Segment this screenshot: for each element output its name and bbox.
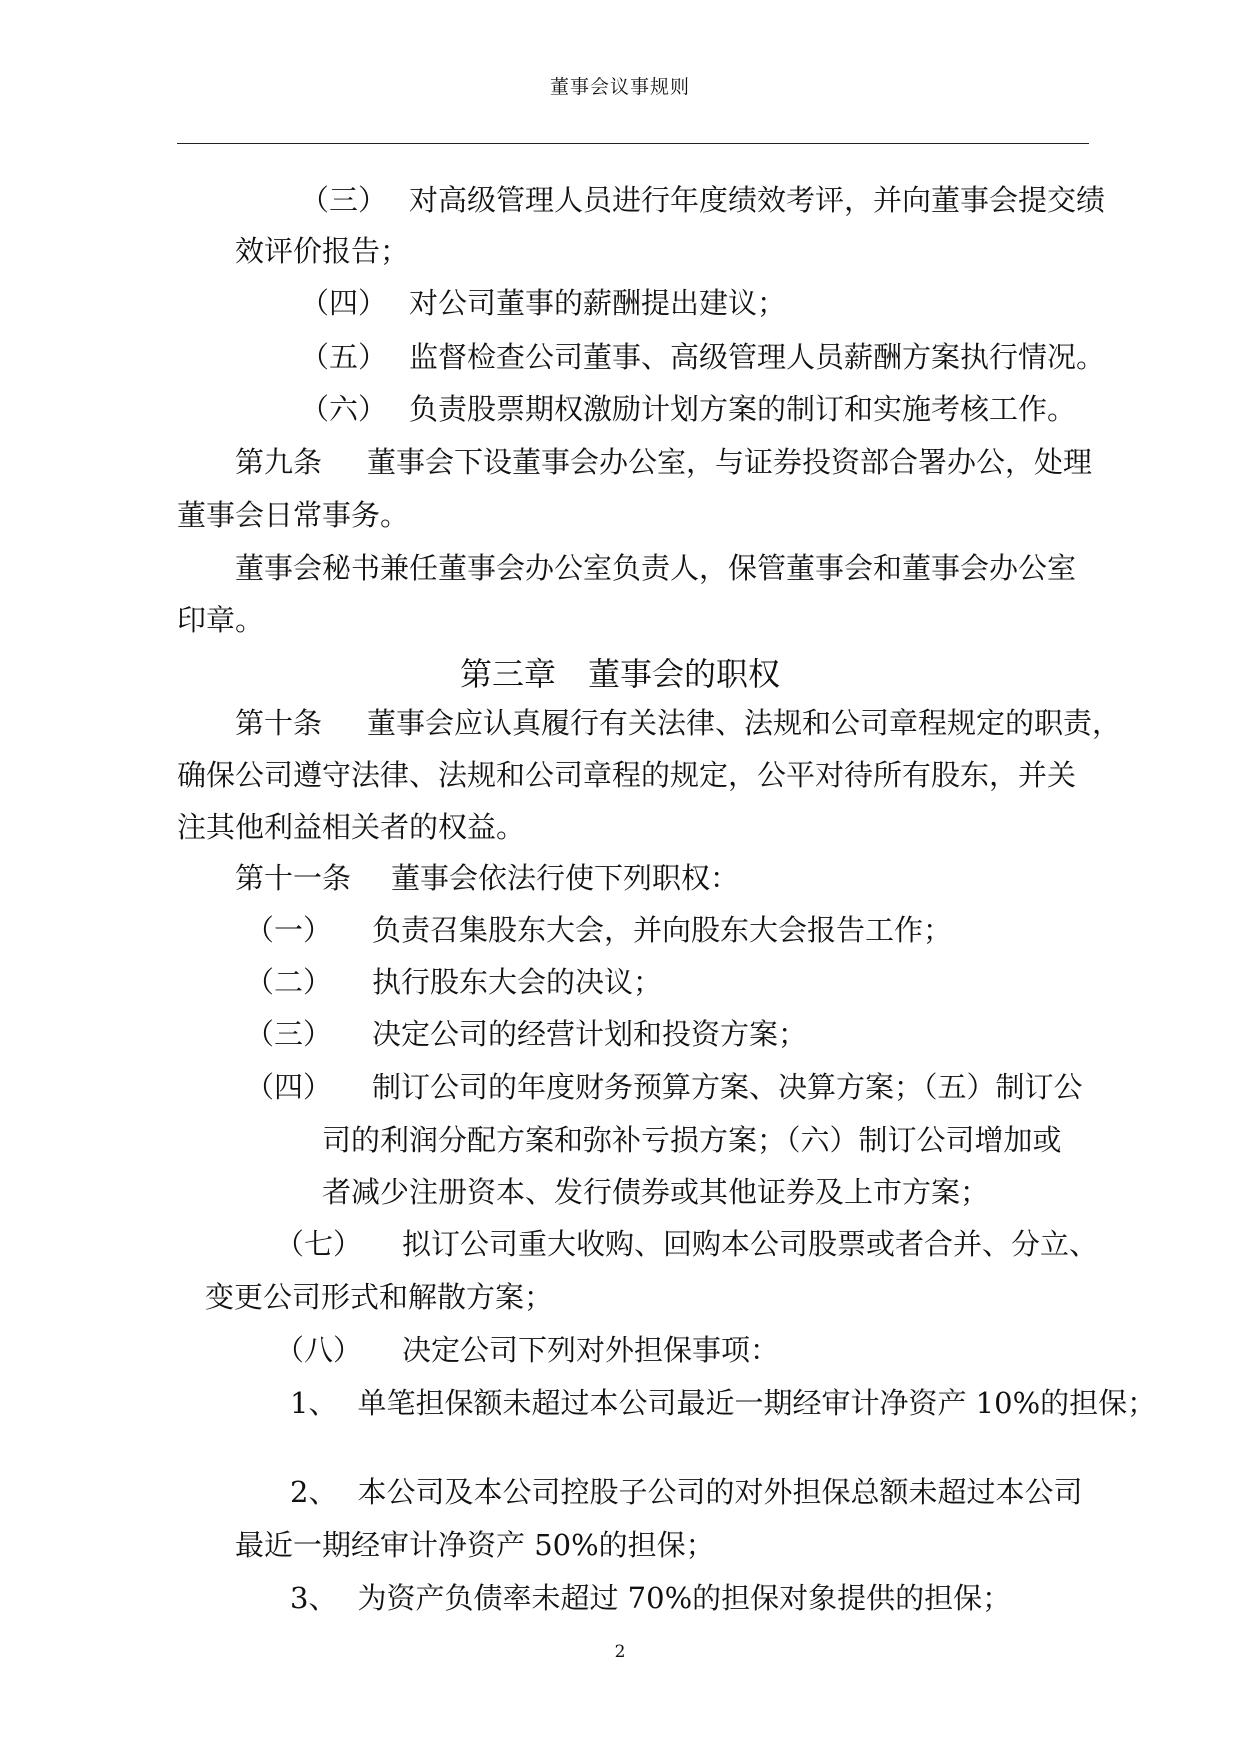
power-item [245,912,952,948]
article-9-continuation: 董事会日常事务。 [177,498,410,532]
item-number: （一） [245,913,333,947]
sub-item-text: 本公司及本公司控股子公司的对外担保总额未超过本公司 [357,1475,1083,1509]
power-item [275,1226,1098,1262]
list-item [300,391,1076,427]
sub-item [290,1474,1082,1510]
article-10-continuation: 注其他利益相关者的权益。 [177,810,526,844]
paragraph: 董事会秘书兼任董事会办公室负责人，保管董事会和董事会办公室 [235,551,1077,585]
item-number: （三） [245,1017,333,1051]
sub-item-continuation: 最近一期经审计净资产 50%的担保； [235,1528,715,1562]
item-text: 对高级管理人员进行年度绩效考评，并向董事会提交绩 [409,183,1106,217]
article-10 [235,705,1121,741]
item-number: （二） [245,965,333,999]
item-number: （六） [300,392,388,426]
sub-item [290,1580,1011,1616]
list-item [300,285,786,321]
item-number: （四） [245,1070,333,1104]
article-label: 第十条 [235,706,323,740]
page-number: 2 [614,1642,626,1662]
article-11 [235,860,739,896]
power-item [245,1016,807,1052]
article-label: 第九条 [235,445,323,479]
sub-item [290,1385,1156,1421]
chapter-label: 第三章 [459,655,556,693]
sub-item-number: 1、 [290,1386,338,1420]
power-item [275,1332,779,1368]
running-header: 董事会议事规则 [549,76,690,98]
chapter-title: 董事会的职权 [588,655,781,693]
item-text: 决定公司的经营计划和投资方案； [372,1017,808,1051]
item-text: 监督检查公司董事、高级管理人员薪酬方案执行情况。 [409,340,1106,374]
power-item [245,1069,1083,1105]
item-text: 决定公司下列对外担保事项： [402,1333,780,1367]
power-item-continuation: 变更公司形式和解散方案； [205,1280,554,1314]
chapter-heading [0,654,1240,694]
article-9 [235,444,1092,480]
paragraph-continuation: 印章。 [177,603,265,637]
sub-item-text: 为资产负债率未超过 70%的担保对象提供的担保； [357,1581,1012,1615]
power-item-continuation: 者减少注册资本、发行债券或其他证券及上市方案； [322,1175,990,1209]
list-item [300,339,1105,375]
list-item-continuation: 效评价报告； [235,234,410,268]
item-number: （四） [300,286,388,320]
item-text: 制订公司的年度财务预算方案、决算方案；（五）制订公 [372,1070,1083,1104]
item-text: 对公司董事的薪酬提出建议； [409,286,787,320]
article-text: 董事会下设董事会办公室，与证券投资部合署办公，处理 [367,445,1093,479]
article-text: 董事会应认真履行有关法律、法规和公司章程规定的职责， [367,706,1122,740]
article-10-continuation: 确保公司遵守法律、法规和公司章程的规定，公平对待所有股东，并关 [177,758,1077,792]
article-text: 董事会依法行使下列职权： [391,861,740,895]
item-number: （五） [300,340,388,374]
item-text: 负责股票期权激励计划方案的制订和实施考核工作。 [409,392,1077,426]
article-label: 第十一条 [235,861,352,895]
sub-item-text: 单笔担保额未超过本公司最近一期经审计净资产 10%的担保； [357,1386,1157,1420]
item-text: 负责召集股东大会，并向股东大会报告工作； [372,913,953,947]
item-text: 拟订公司重大收购、回购本公司股票或者合并、分立、 [402,1227,1099,1261]
item-text: 执行股东大会的决议； [372,965,663,999]
power-item [245,964,662,1000]
item-number: （八） [275,1333,363,1367]
list-item [300,182,1105,218]
sub-item-number: 3、 [290,1581,338,1615]
sub-item-number: 2、 [290,1475,338,1509]
power-item-continuation: 司的利润分配方案和弥补亏损方案；（六）制订公司增加或 [322,1123,1062,1157]
item-number: （七） [275,1227,363,1261]
item-number: （三） [300,183,388,217]
header-rule [177,143,1089,144]
